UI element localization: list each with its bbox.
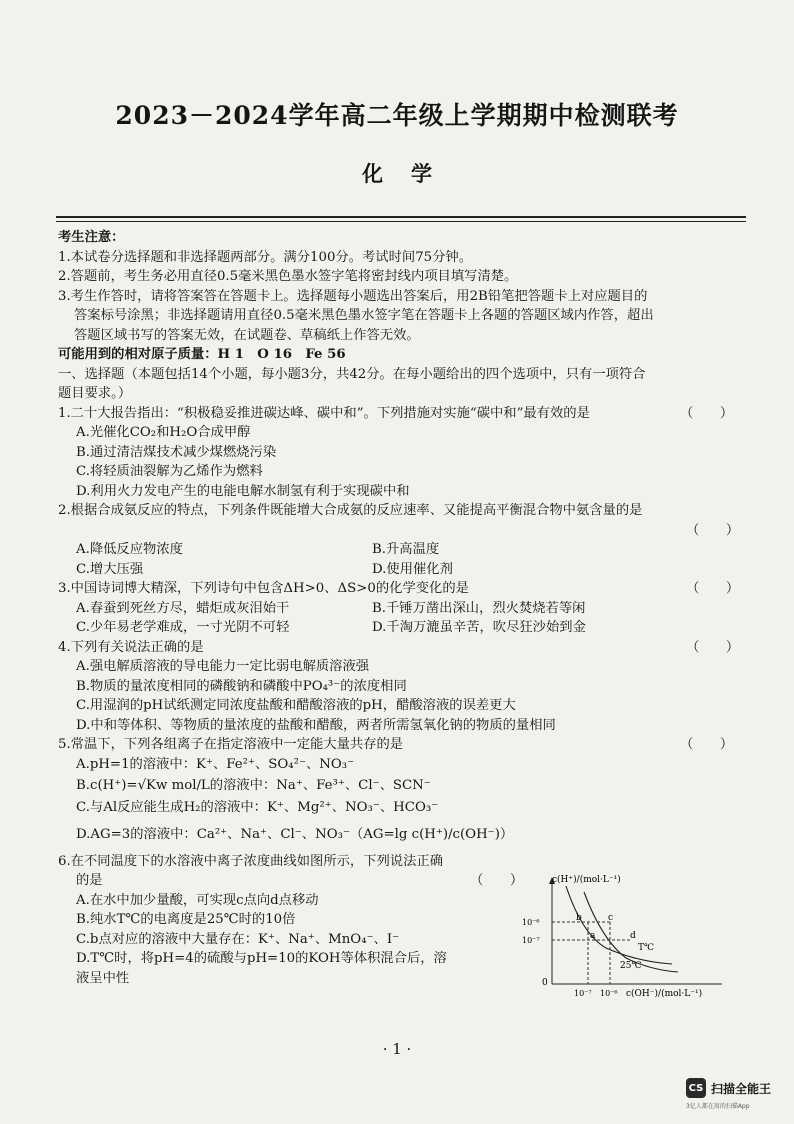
notice-heading: 考生注意： — [58, 230, 125, 245]
exam-title: 2023－2024学年高二年级上学期期中检测联考 — [115, 101, 679, 130]
option: C.将轻质油裂解为乙烯作为燃料 — [76, 464, 263, 479]
y-tick-label: 10⁻⁶ — [522, 918, 540, 927]
curve-label: 25℃ — [620, 961, 642, 971]
option-row — [58, 560, 748, 580]
point-label: c — [608, 913, 614, 923]
x-axis-label: c(OH⁻)/(mol·L⁻¹) — [626, 989, 703, 999]
scanner-logo — [686, 1078, 771, 1098]
answer-paren: （ ） — [686, 639, 740, 655]
answer-paren: （ ） — [680, 737, 734, 752]
option-row — [58, 540, 748, 560]
option-row — [58, 618, 748, 638]
scanner-tagline: 3亿人都在用的扫描App — [686, 1103, 750, 1110]
question-5-stem: 5.常温下，下列各组离子在指定溶液中一定能大量共存的是 （ ） — [58, 735, 748, 755]
header-rule-thick — [56, 216, 746, 218]
question-2-stem: 2.根据合成氨反应的特点，下列条件既能增大合成氨的反应速率、又能提高平衡混合物中氨含量的是 — [58, 503, 643, 518]
section-heading: 一、选择题（本题包括14个小题，每小题3分，共42分。在每小题给出的四个选项中，只有一项符合 — [58, 366, 646, 382]
option: 液呈中性 — [76, 970, 130, 986]
page-number: · 1 · — [382, 1040, 412, 1058]
y-tick-label: 10⁻⁷ — [522, 936, 540, 945]
question-6-stem: 6.在不同温度下的水溶液中离子浓度曲线如图所示，下列说法正确 — [58, 853, 443, 869]
question-4-stem: 4.下列有关说法正确的是 （ ） — [58, 638, 748, 658]
option: A.光催化CO₂和H₂O合成甲醇 — [76, 425, 251, 440]
y-axis-label: c(H⁺)/(mol·L⁻¹) — [552, 875, 621, 885]
question-6-stem: 的是 （ ） — [58, 871, 748, 891]
notice-item: 3.考生作答时，请将答案答在答题卡上。选择题每小题选出答案后，用2B铅笔把答题卡上对应题目的 — [58, 288, 648, 304]
notice-item: 1.本试卷分选择题和非选择题两部分。满分100分。考试时间75分钟。 — [58, 249, 473, 265]
notice-item: 2.答题前，考生务必用直径0.5毫米黑色墨水签字笔将密封线内项目填写清楚。 — [58, 269, 518, 284]
question-1-stem: 1.二十大报告指出：“积极稳妥推进碳达峰、碳中和”。下列措施对实施“碳中和”最有效的是 （ ） — [58, 404, 748, 424]
option-row — [58, 599, 748, 619]
option: D.使用催化剂 — [372, 561, 453, 577]
point-label: a — [590, 931, 596, 941]
point-label: d — [630, 931, 636, 941]
x-tick-label: 10⁻⁶ — [600, 989, 618, 998]
option: D.千淘万漉虽辛苦，吹尽狂沙始到金 — [372, 620, 586, 635]
option: A.在水中加少量酸，可实现c点向d点移动 — [76, 892, 319, 908]
option: B.纯水T℃的电离度是25℃时的10倍 — [76, 912, 296, 927]
header-rule-thin — [56, 221, 746, 222]
option: B.c(H⁺)=√Kw mol/L的溶液中：Na⁺、Fe³⁺、Cl⁻、SCN⁻ — [76, 778, 431, 793]
scanner-logo-text: 扫描全能王 — [711, 1081, 772, 1096]
notice-item: 答案标号涂黑；非选择题请用直径0.5毫米黑色墨水签字笔在答题卡上各题的答题区域内作答，超出 — [74, 308, 654, 323]
option: D.中和等体积、等物质的量浓度的盐酸和醋酸，两者所需氢氧化钠的物质的量相同 — [76, 717, 556, 733]
curve-label: T℃ — [638, 943, 655, 953]
option: A.pH=1的溶液中：K⁺、Fe²⁺、SO₄²⁻、NO₃⁻ — [76, 756, 355, 772]
subject-title: 化学 — [362, 161, 460, 186]
question-3-stem: 3.中国诗词博大精深，下列诗句中包含ΔH>0、ΔS>0的化学变化的是 （ ） — [58, 579, 748, 599]
option: B.通过清洁煤技术减少煤燃烧污染 — [76, 444, 277, 460]
option: C.用湿润的pH试纸测定同浓度盐酸和醋酸溶液的pH，醋酸溶液的误差更大 — [76, 698, 516, 713]
ion-concentration-graph — [522, 872, 752, 1002]
answer-paren: （ ） — [470, 873, 524, 888]
x-tick-label: 10⁻⁷ — [574, 989, 592, 998]
option: C.与Al反应能生成H₂的溶液中：K⁺、Mg²⁺、NO₃⁻、HCO₃⁻ — [76, 800, 439, 815]
notice-item: 答题区域书写的答案无效，在试题卷、草稿纸上作答无效。 — [74, 327, 420, 343]
option: C.少年易老学难成，一寸光阴不可轻 — [76, 620, 290, 635]
section-heading: 题目要求。） — [58, 386, 132, 401]
option: A.降低反应物浓度 — [76, 542, 183, 557]
atomic-masses: 可能用到的相对原子质量：H 1 O 16 Fe 56 — [58, 347, 346, 362]
origin-label: 0 — [542, 978, 548, 988]
option: D.利用火力发电产生的电能电解水制氢有利于实现碳中和 — [76, 483, 410, 499]
answer-paren-row — [58, 521, 748, 541]
answer-paren: （ ） — [686, 581, 740, 596]
option: C.b点对应的溶液中大量存在：K⁺、Na⁺、MnO₄⁻、I⁻ — [76, 931, 400, 947]
option: B.千锤万凿出深山，烈火焚烧若等闲 — [372, 600, 586, 616]
option: B.升高温度 — [372, 542, 440, 557]
scanner-app-icon: CS — [686, 1078, 706, 1098]
option: C.增大压强 — [76, 561, 144, 577]
option: A.春蚕到死丝方尽，蜡炬成灰泪始干 — [76, 600, 290, 616]
answer-paren: （ ） — [680, 405, 734, 421]
option: A.强电解质溶液的导电能力一定比弱电解质溶液强 — [76, 659, 370, 674]
option: B.物质的量浓度相同的磷酸钠和磷酸中PO₄³⁻的浓度相同 — [76, 678, 407, 694]
option: D.T℃时，将pH=4的硫酸与pH=10的KOH等体积混合后，溶 — [76, 951, 447, 966]
answer-paren: （ ） — [686, 522, 740, 538]
point-label: b — [576, 913, 582, 923]
option: D.AG=3的溶液中：Ca²⁺、Na⁺、Cl⁻、NO₃⁻（AG=lg c(H⁺)/c(OH⁻)） — [76, 826, 514, 842]
